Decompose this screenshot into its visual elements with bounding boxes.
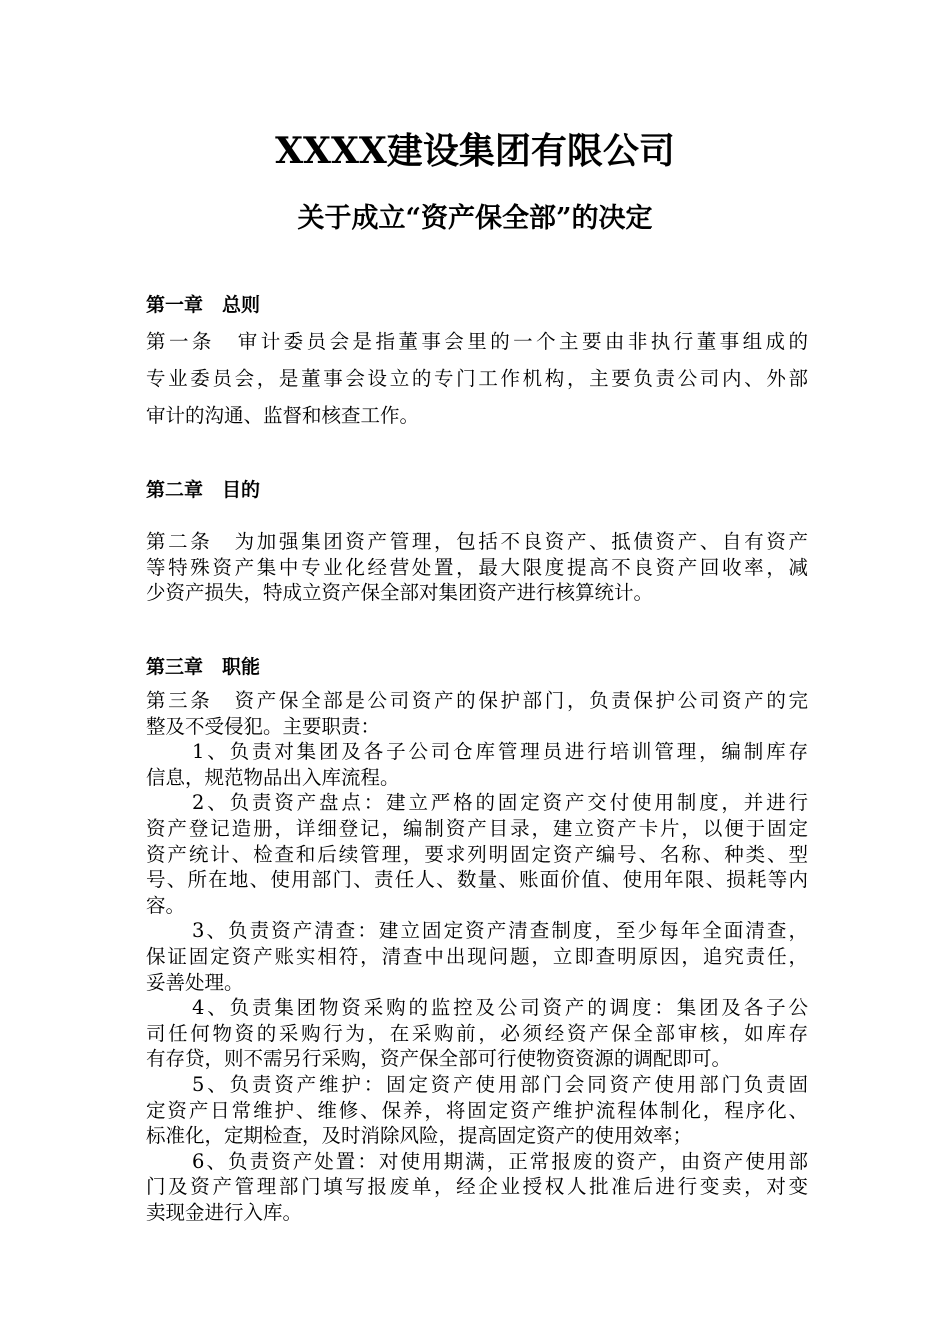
duty-item-6-line: 6、负责资产处置：对使用期满，正常报废的资产，由资产使用部 <box>192 1149 808 1173</box>
duty-item-6-line: 卖现金进行入库。 <box>146 1200 303 1224</box>
article-1-paragraph <box>146 323 808 434</box>
duty-item-5-line: 标准化，定期检查，及时消除风险，提高固定资产的使用效率； <box>146 1124 693 1148</box>
chapter-1-heading: 第一章 总则 <box>146 294 261 316</box>
article-2-line: 第二条 为加强集团资产管理，包括不良资产、抵债资产、自有资产 <box>146 530 808 553</box>
article-2-paragraph <box>146 529 808 606</box>
duty-item-2-line: 资产登记造册，详细登记，编制资产目录，建立资产卡片，以便于固定 <box>146 816 808 840</box>
duty-item-5-line: 5、负责资产维护：固定资产使用部门会同资产使用部门负责固 <box>192 1072 808 1096</box>
article-1-line: 专业委员会，是董事会设立的专门工作机构，主要负责公司内、外部 <box>146 367 808 390</box>
duty-item-2-line: 资产统计、检查和后续管理，要求列明固定资产编号、名称、种类、型 <box>146 842 808 866</box>
article-2-line: 少资产损失，特成立资产保全部对集团资产进行核算统计。 <box>146 581 654 605</box>
duty-item-2-line: 2、负责资产盘点：建立严格的固定资产交付使用制度，并进行 <box>192 791 808 815</box>
article-1-line: 审计的沟通、监督和核查工作。 <box>146 404 420 427</box>
article-3-intro-line: 整及不受侵犯。主要职责： <box>146 714 381 738</box>
article-1-line: 第一条 审计委员会是指董事会里的一个主要由非执行董事组成的 <box>146 330 808 353</box>
duty-item-1-line: 1、负责对集团及各子公司仓库管理员进行培训管理，编制库存 <box>192 740 808 764</box>
duty-item-1-line: 信息，规范物品出入库流程。 <box>146 765 400 789</box>
chapter-3-heading: 第三章 职能 <box>146 656 261 678</box>
duty-item-4-line: 有存贷，则不需另行采购，资产保全部可行使物资资源的调配即可。 <box>146 1047 732 1071</box>
duty-item-3-line: 保证固定资产账实相符，清查中出现问题，立即查明原因，追究责任， <box>146 944 808 968</box>
duty-item-4-line: 4、负责集团物资采购的监控及公司资产的调度：集团及各子公 <box>192 996 808 1020</box>
duty-item-4-line: 司任何物资的采购行为，在采购前，必须经资产保全部审核，如库存 <box>146 1021 808 1045</box>
duty-item-6-line: 门及资产管理部门填写报废单，经企业授权人批准后进行变卖，对变 <box>146 1175 808 1199</box>
duty-item-2-line: 号、所在地、使用部门、责任人、数量、账面价值、使用年限、损耗等内 <box>146 868 808 892</box>
duty-item-3-line: 妥善处理。 <box>146 970 244 994</box>
article-2-line: 等特殊资产集中专业化经营处置，最大限度提高不良资产回收率，减 <box>146 555 808 579</box>
duty-item-2-line: 容。 <box>146 893 186 917</box>
duty-item-3-line: 3、负责资产清查：建立固定资产清查制度，至少每年全面清查， <box>192 919 808 943</box>
article-3-paragraph <box>146 688 808 1225</box>
duty-item-5-line: 定资产日常维护、维修、保养，将固定资产维护流程体制化，程序化、 <box>146 1098 808 1122</box>
document-title: XXXX建设集团有限公司 <box>275 130 675 172</box>
article-3-intro-line: 第三条 资产保全部是公司资产的保护部门，负责保护公司资产的完 <box>146 689 808 712</box>
document-subtitle: 关于成立“资产保全部”的决定 <box>297 203 653 234</box>
chapter-2-heading: 第二章 目的 <box>146 479 261 501</box>
